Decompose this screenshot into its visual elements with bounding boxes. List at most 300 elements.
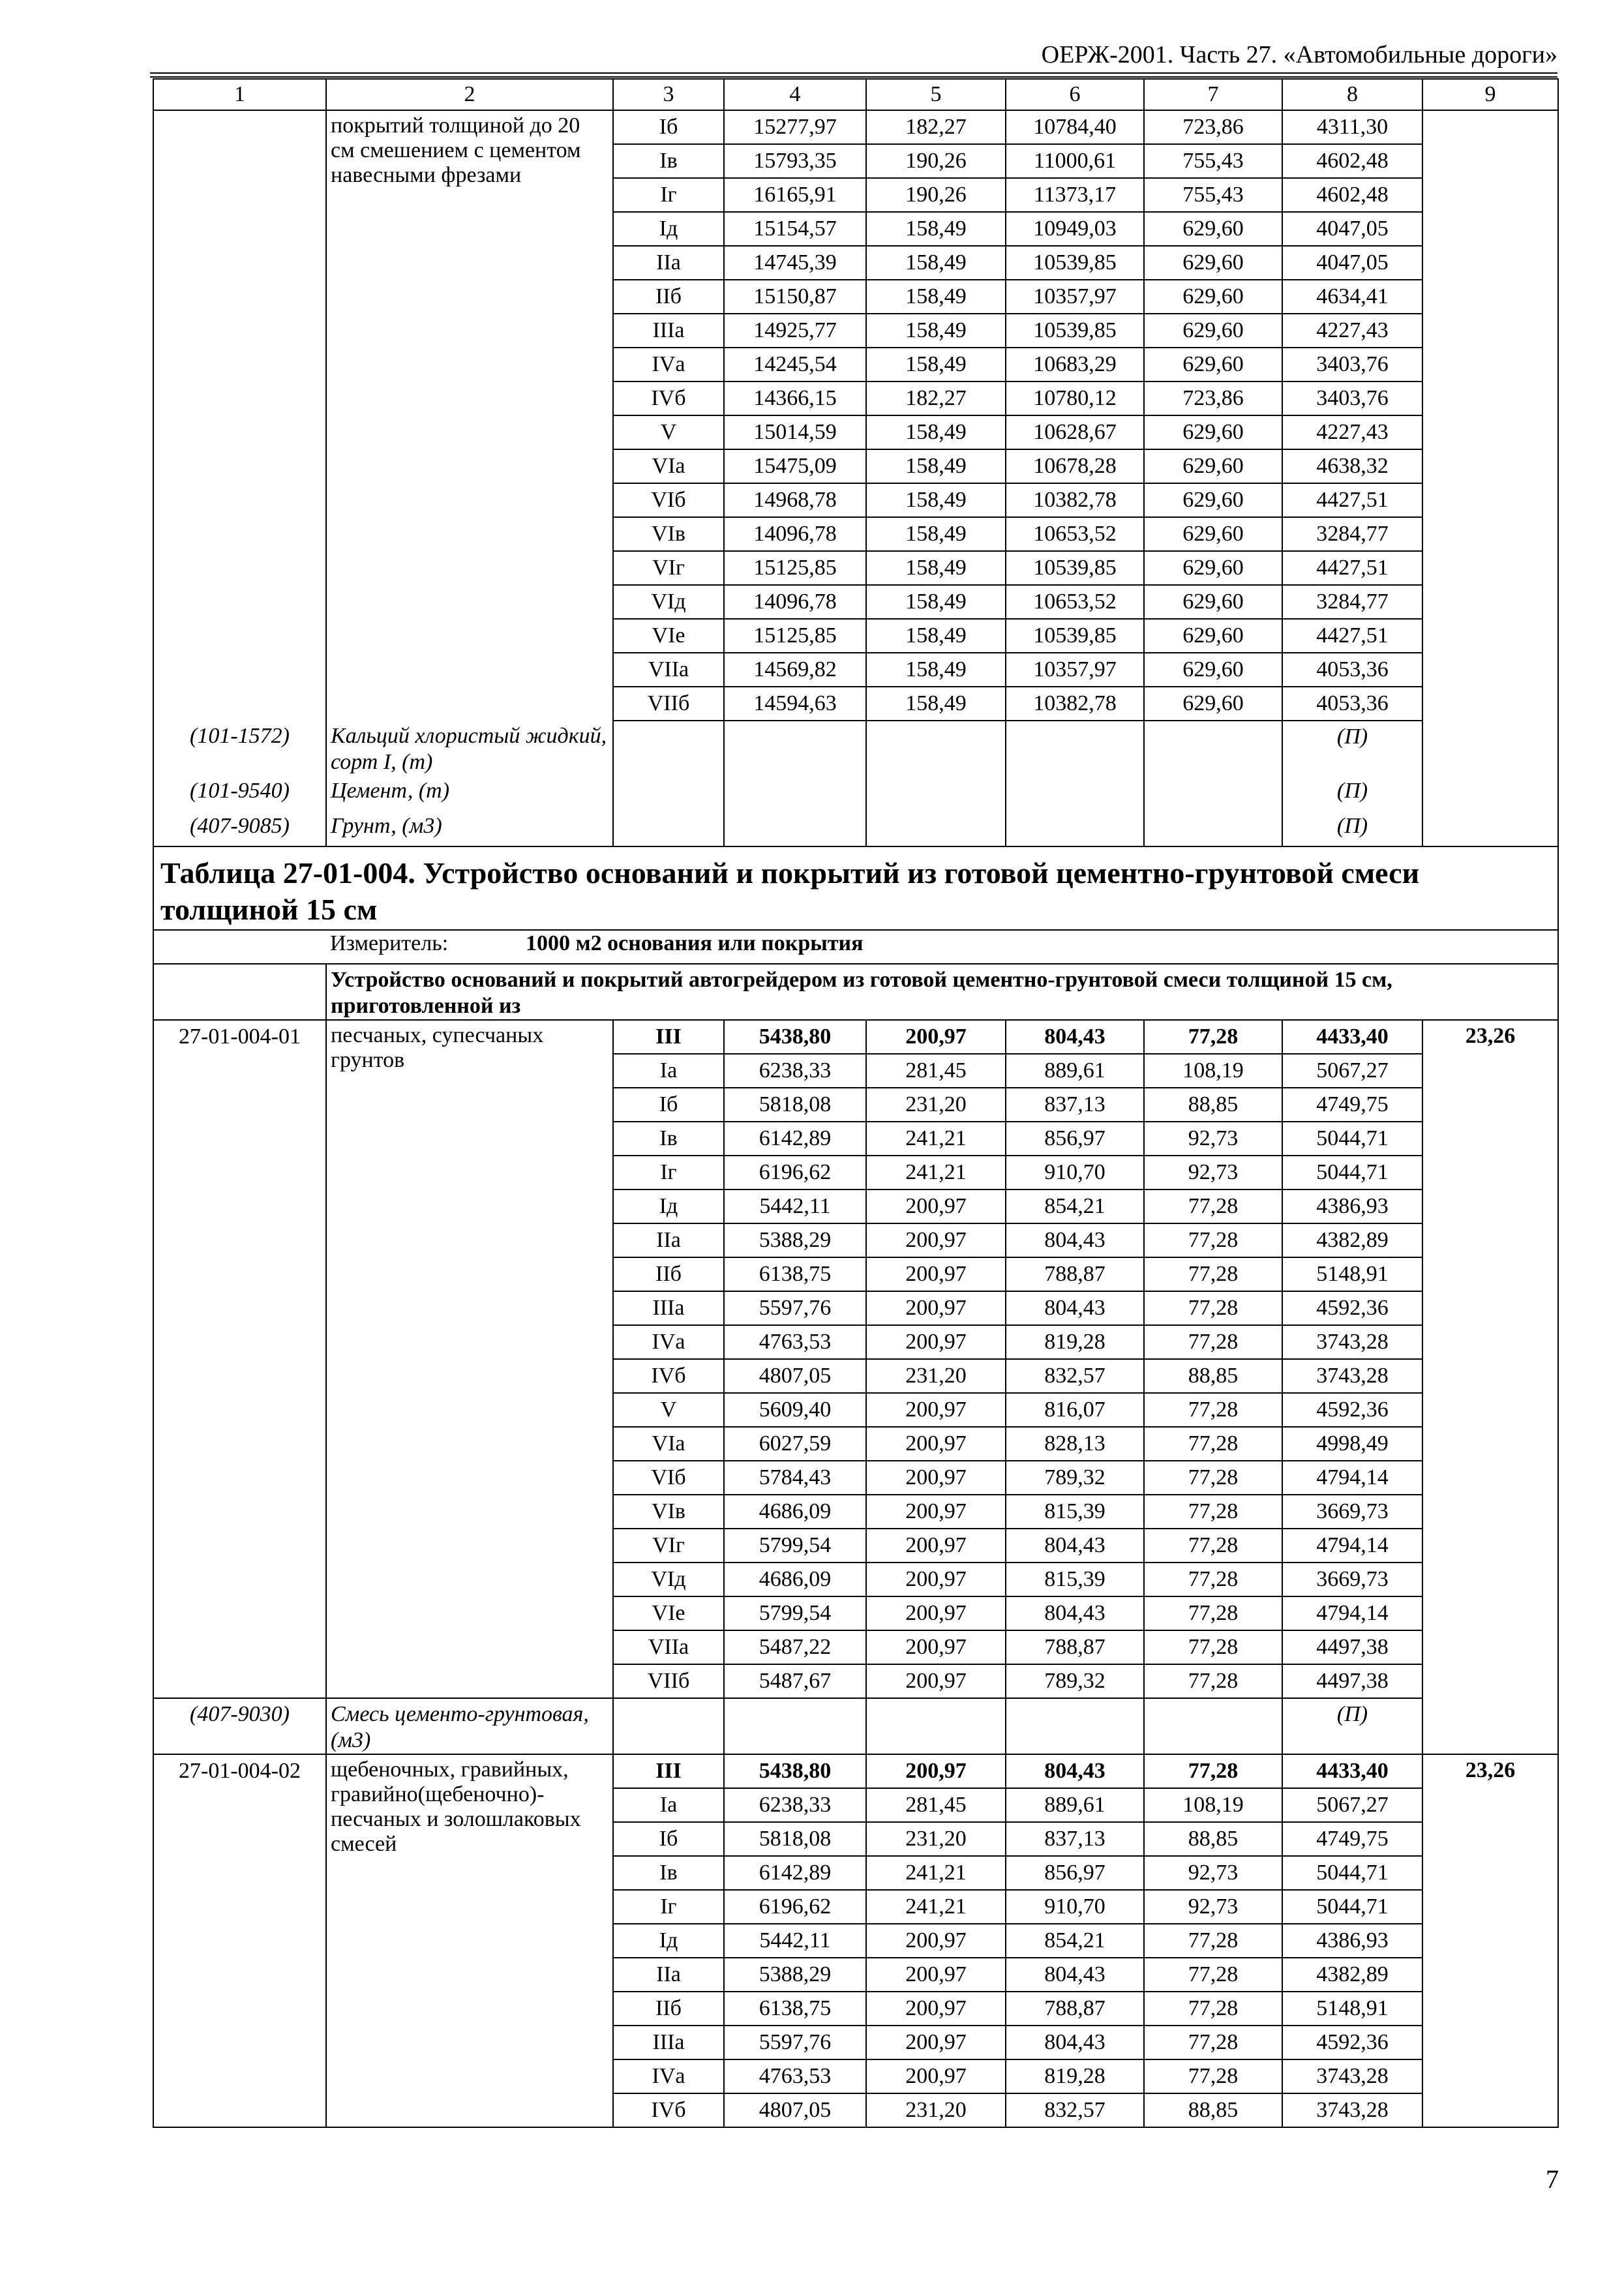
total-cost-cell: 5597,76 [724, 1291, 866, 1325]
wages-cell: 200,97 [866, 1393, 1006, 1427]
total-cost-cell: 5388,29 [724, 1223, 866, 1257]
column-number: 8 [1282, 79, 1422, 110]
machinist-wages-cell: 755,43 [1144, 178, 1282, 212]
materials-cost-cell: 4592,36 [1282, 1393, 1422, 1427]
total-cost-cell: 14968,78 [724, 483, 866, 517]
machinist-wages-cell: 629,60 [1144, 449, 1282, 483]
total-cost-cell: 15475,09 [724, 449, 866, 483]
labor-cell: 23,26 [1422, 1020, 1558, 1754]
machine-operation-cell: 856,97 [1006, 1122, 1144, 1156]
region-code-cell: IIб [613, 280, 724, 314]
header-rule [150, 72, 1557, 74]
column-number: 7 [1144, 79, 1282, 110]
material-code: (101-1572) [153, 721, 326, 775]
wages-cell: 200,97 [866, 1189, 1006, 1223]
empty-cell [724, 811, 866, 846]
wages-cell: 158,49 [866, 314, 1006, 348]
machinist-wages-cell: 77,28 [1144, 1596, 1282, 1630]
wages-cell: 190,26 [866, 144, 1006, 178]
empty-cell [1006, 775, 1144, 811]
materials-cost-cell: 3403,76 [1282, 348, 1422, 382]
materials-cost-cell: 5067,27 [1282, 1788, 1422, 1822]
empty-cell [613, 811, 724, 846]
materials-cost-cell: 4602,48 [1282, 178, 1422, 212]
machine-operation-cell: 910,70 [1006, 1890, 1144, 1924]
total-cost-cell: 14096,78 [724, 585, 866, 619]
column-number: 1 [153, 79, 326, 110]
wages-cell: 241,21 [866, 1122, 1006, 1156]
wages-cell: 158,49 [866, 619, 1006, 653]
machinist-wages-cell: 77,28 [1144, 1664, 1282, 1698]
machine-operation-cell: 804,43 [1006, 1020, 1144, 1054]
wages-cell: 200,97 [866, 1664, 1006, 1698]
machine-operation-cell: 804,43 [1006, 1754, 1144, 1788]
wages-cell: 231,20 [866, 2093, 1006, 2127]
materials-cost-cell: 5067,27 [1282, 1054, 1422, 1088]
wages-cell: 200,97 [866, 2059, 1006, 2093]
total-cost-cell: 4807,05 [724, 1359, 866, 1393]
empty-cell [1144, 811, 1282, 846]
code-cell [153, 110, 326, 721]
material-row [153, 811, 1558, 846]
total-cost-cell: 5442,11 [724, 1924, 866, 1958]
machine-operation-cell: 10382,78 [1006, 483, 1144, 517]
wages-cell: 182,27 [866, 110, 1006, 144]
material-code: (407-9030) [153, 1698, 326, 1754]
wages-cell: 190,26 [866, 178, 1006, 212]
machinist-wages-cell: 629,60 [1144, 483, 1282, 517]
machinist-wages-cell: 629,60 [1144, 348, 1282, 382]
total-cost-cell: 15125,85 [724, 619, 866, 653]
region-code-cell: Iг [613, 1890, 724, 1924]
material-name: Грунт, (м3) [326, 811, 613, 846]
machine-operation-cell: 10357,97 [1006, 653, 1144, 687]
materials-cost-cell: 4427,51 [1282, 551, 1422, 585]
total-cost-cell: 15793,35 [724, 144, 866, 178]
total-cost-cell: 5784,43 [724, 1461, 866, 1495]
materials-cost-cell: 4047,05 [1282, 212, 1422, 246]
column-number: 4 [724, 79, 866, 110]
empty-cell [724, 1698, 866, 1754]
wages-cell: 241,21 [866, 1856, 1006, 1890]
machinist-wages-cell: 92,73 [1144, 1856, 1282, 1890]
machinist-wages-cell: 108,19 [1144, 1788, 1282, 1822]
wages-cell: 200,97 [866, 2026, 1006, 2059]
wages-cell: 200,97 [866, 1223, 1006, 1257]
region-code-cell: V [613, 1393, 724, 1427]
region-code-cell: Iд [613, 212, 724, 246]
machine-operation-cell: 788,87 [1006, 1257, 1144, 1291]
machinist-wages-cell: 629,60 [1144, 687, 1282, 721]
empty-cell [866, 775, 1006, 811]
empty-cell [1006, 811, 1144, 846]
materials-cost-cell: 4311,30 [1282, 110, 1422, 144]
region-code-cell: Iв [613, 144, 724, 178]
materials-cost-cell: 5148,91 [1282, 1257, 1422, 1291]
empty-cell [1006, 1698, 1144, 1754]
wages-cell: 241,21 [866, 1156, 1006, 1189]
machine-operation-cell: 819,28 [1006, 2059, 1144, 2093]
machinist-wages-cell: 77,28 [1144, 1020, 1282, 1054]
wages-cell: 281,45 [866, 1788, 1006, 1822]
unit-spacer [153, 930, 326, 964]
materials-cost-cell: 4047,05 [1282, 246, 1422, 280]
material-code: (407-9085) [153, 811, 326, 846]
materials-cost-cell: 4998,49 [1282, 1427, 1422, 1461]
materials-cost-cell: 4053,36 [1282, 653, 1422, 687]
total-cost-cell: 14594,63 [724, 687, 866, 721]
rate-code: 27-01-004-01 [153, 1020, 326, 1698]
machinist-wages-cell: 77,28 [1144, 1924, 1282, 1958]
machinist-wages-cell: 92,73 [1144, 1122, 1282, 1156]
machinist-wages-cell: 77,28 [1144, 1992, 1282, 2026]
total-cost-cell: 6138,75 [724, 1257, 866, 1291]
total-cost-cell: 15150,87 [724, 280, 866, 314]
total-cost-cell: 5818,08 [724, 1822, 866, 1856]
materials-cost-cell: 3669,73 [1282, 1563, 1422, 1596]
materials-cost-cell: 4794,14 [1282, 1596, 1422, 1630]
machine-operation-cell: 816,07 [1006, 1393, 1144, 1427]
region-code-cell: IIа [613, 246, 724, 280]
wages-cell: 231,20 [866, 1822, 1006, 1856]
materials-cost-cell: 4427,51 [1282, 619, 1422, 653]
machinist-wages-cell: 77,28 [1144, 2026, 1282, 2059]
region-code-cell: V [613, 415, 724, 449]
machine-operation-cell: 10683,29 [1006, 348, 1144, 382]
table-title-row [153, 846, 1558, 930]
machinist-wages-cell: 77,28 [1144, 1189, 1282, 1223]
machine-operation-cell: 889,61 [1006, 1788, 1144, 1822]
machine-operation-cell: 10382,78 [1006, 687, 1144, 721]
total-cost-cell: 6142,89 [724, 1856, 866, 1890]
material-note: (П) [1282, 811, 1422, 846]
region-code-cell: VIIа [613, 653, 724, 687]
region-code-cell: III [613, 1754, 724, 1788]
total-cost-cell: 5818,08 [724, 1088, 866, 1122]
total-cost-cell: 6196,62 [724, 1156, 866, 1189]
wages-cell: 200,97 [866, 1563, 1006, 1596]
total-cost-cell: 5487,22 [724, 1630, 866, 1664]
labor-cell: 23,26 [1422, 1754, 1558, 2127]
total-cost-cell: 14569,82 [724, 653, 866, 687]
total-cost-cell: 5388,29 [724, 1958, 866, 1992]
running-header: ОЕРЖ-2001. Часть 27. «Автомобильные дороги» [1041, 41, 1557, 68]
column-number: 2 [326, 79, 613, 110]
region-code-cell: IIа [613, 1958, 724, 1992]
material-row [153, 1698, 1558, 1754]
total-cost-cell: 5487,67 [724, 1664, 866, 1698]
wages-cell: 231,20 [866, 1359, 1006, 1393]
wages-cell: 158,49 [866, 246, 1006, 280]
unit-label: Измеритель: [330, 931, 449, 955]
empty-cell [724, 775, 866, 811]
machine-operation-cell: 10628,67 [1006, 415, 1144, 449]
region-code-cell: IIа [613, 1223, 724, 1257]
machine-operation-cell: 832,57 [1006, 1359, 1144, 1393]
machine-operation-cell: 804,43 [1006, 1958, 1144, 1992]
region-code-cell: VIв [613, 1495, 724, 1529]
total-cost-cell: 15154,57 [724, 212, 866, 246]
machine-operation-cell: 856,97 [1006, 1856, 1144, 1890]
materials-cost-cell: 5044,71 [1282, 1890, 1422, 1924]
wages-cell: 158,49 [866, 653, 1006, 687]
wages-cell: 200,97 [866, 1257, 1006, 1291]
region-code-cell: IVа [613, 1325, 724, 1359]
machinist-wages-cell: 629,60 [1144, 212, 1282, 246]
machinist-wages-cell: 77,28 [1144, 1461, 1282, 1495]
machinist-wages-cell: 88,85 [1144, 1088, 1282, 1122]
materials-cost-cell: 4497,38 [1282, 1664, 1422, 1698]
materials-cost-cell: 4433,40 [1282, 1020, 1422, 1054]
machine-operation-cell: 10539,85 [1006, 246, 1144, 280]
column-number: 5 [866, 79, 1006, 110]
empty-cell [866, 1698, 1006, 1754]
wages-cell: 200,97 [866, 1596, 1006, 1630]
wages-cell: 158,49 [866, 687, 1006, 721]
machine-operation-cell: 804,43 [1006, 1291, 1144, 1325]
total-cost-cell: 14245,54 [724, 348, 866, 382]
machinist-wages-cell: 92,73 [1144, 1156, 1282, 1189]
region-code-cell: Iб [613, 110, 724, 144]
machinist-wages-cell: 629,60 [1144, 619, 1282, 653]
empty-cell [613, 1698, 724, 1754]
table-title: Таблица 27-01-004. Устройство оснований и покрытий из готовой цементно-грунтовой смеси толщиной 15 см [153, 846, 1558, 930]
total-cost-cell: 14745,39 [724, 246, 866, 280]
machinist-wages-cell: 77,28 [1144, 1529, 1282, 1563]
material-name: Цемент, (т) [326, 775, 613, 811]
total-cost-cell: 5609,40 [724, 1393, 866, 1427]
region-code-cell: IVб [613, 2093, 724, 2127]
machine-operation-cell: 837,13 [1006, 1822, 1144, 1856]
section-heading-row [153, 964, 1558, 1020]
total-cost-cell: 6196,62 [724, 1890, 866, 1924]
unit-value: 1000 м2 основания или покрытия [526, 931, 864, 955]
machinist-wages-cell: 77,28 [1144, 1563, 1282, 1596]
region-code-cell: Iв [613, 1122, 724, 1156]
wages-cell: 200,97 [866, 1020, 1006, 1054]
total-cost-cell: 5438,80 [724, 1754, 866, 1788]
materials-cost-cell: 4427,51 [1282, 483, 1422, 517]
empty-cell [613, 775, 724, 811]
machine-operation-cell: 788,87 [1006, 1992, 1144, 2026]
wages-cell: 200,97 [866, 1529, 1006, 1563]
total-cost-cell: 5597,76 [724, 2026, 866, 2059]
region-code-cell: VIIа [613, 1630, 724, 1664]
column-number: 6 [1006, 79, 1144, 110]
materials-cost-cell: 4602,48 [1282, 144, 1422, 178]
materials-cost-cell: 4638,32 [1282, 449, 1422, 483]
material-code: (101-9540) [153, 775, 326, 811]
total-cost-cell: 6027,59 [724, 1427, 866, 1461]
machine-operation-cell: 11373,17 [1006, 178, 1144, 212]
region-code-cell: Iв [613, 1856, 724, 1890]
wages-cell: 281,45 [866, 1054, 1006, 1088]
wages-cell: 200,97 [866, 1992, 1006, 2026]
materials-cost-cell: 4592,36 [1282, 2026, 1422, 2059]
work-description: покрытий толщиной до 20 см смешением с цементом навесными фрезами [326, 110, 613, 721]
page-number: 7 [1546, 2164, 1559, 2194]
total-cost-cell: 6142,89 [724, 1122, 866, 1156]
region-code-cell: VIа [613, 1427, 724, 1461]
materials-cost-cell: 4053,36 [1282, 687, 1422, 721]
machine-operation-cell: 910,70 [1006, 1156, 1144, 1189]
machinist-wages-cell: 88,85 [1144, 1359, 1282, 1393]
empty-cell [724, 721, 866, 775]
machine-operation-cell: 10653,52 [1006, 585, 1144, 619]
machinist-wages-cell: 77,28 [1144, 1257, 1282, 1291]
materials-cost-cell: 5148,91 [1282, 1992, 1422, 2026]
machinist-wages-cell: 629,60 [1144, 415, 1282, 449]
total-cost-cell: 14096,78 [724, 517, 866, 551]
unit-cell [326, 930, 1558, 964]
table-row [153, 110, 1558, 144]
materials-cost-cell: 5044,71 [1282, 1156, 1422, 1189]
materials-cost-cell: 5044,71 [1282, 1856, 1422, 1890]
machinist-wages-cell: 755,43 [1144, 144, 1282, 178]
machine-operation-cell: 10780,12 [1006, 382, 1144, 415]
machine-operation-cell: 789,32 [1006, 1461, 1144, 1495]
machine-operation-cell: 10357,97 [1006, 280, 1144, 314]
region-code-cell: IVб [613, 382, 724, 415]
empty-cell [866, 811, 1006, 846]
wages-cell: 241,21 [866, 1890, 1006, 1924]
region-code-cell: VIб [613, 483, 724, 517]
region-code-cell: VIв [613, 517, 724, 551]
machinist-wages-cell: 629,60 [1144, 551, 1282, 585]
wages-cell: 158,49 [866, 212, 1006, 246]
region-code-cell: Iб [613, 1088, 724, 1122]
materials-cost-cell: 4433,40 [1282, 1754, 1422, 1788]
wages-cell: 158,49 [866, 551, 1006, 585]
material-row [153, 775, 1558, 811]
region-code-cell: VIа [613, 449, 724, 483]
region-code-cell: VIг [613, 551, 724, 585]
wages-cell: 158,49 [866, 280, 1006, 314]
column-number: 9 [1422, 79, 1558, 110]
empty-cell [1144, 775, 1282, 811]
machinist-wages-cell: 77,28 [1144, 2059, 1282, 2093]
machinist-wages-cell: 88,85 [1144, 1822, 1282, 1856]
machine-operation-cell: 10539,85 [1006, 314, 1144, 348]
material-name: Смесь цементо-грунтовая, (м3) [326, 1698, 613, 1754]
empty-cell [613, 721, 724, 775]
machinist-wages-cell: 77,28 [1144, 1495, 1282, 1529]
materials-cost-cell: 4634,41 [1282, 280, 1422, 314]
machinist-wages-cell: 92,73 [1144, 1890, 1282, 1924]
material-name: Кальций хлористый жидкий, сорт I, (т) [326, 721, 613, 775]
wages-cell: 158,49 [866, 517, 1006, 551]
machine-operation-cell: 10949,03 [1006, 212, 1144, 246]
empty-cell [1006, 721, 1144, 775]
wages-cell: 200,97 [866, 1427, 1006, 1461]
machinist-wages-cell: 629,60 [1144, 585, 1282, 619]
work-description: песчаных, супесчаных грунтов [326, 1020, 613, 1698]
wages-cell: 200,97 [866, 1924, 1006, 1958]
machinist-wages-cell: 77,28 [1144, 1393, 1282, 1427]
machine-operation-cell: 828,13 [1006, 1427, 1144, 1461]
total-cost-cell: 6238,33 [724, 1788, 866, 1822]
total-cost-cell: 5442,11 [724, 1189, 866, 1223]
table-body [153, 79, 1558, 2127]
machinist-wages-cell: 77,28 [1144, 1427, 1282, 1461]
wages-cell: 200,97 [866, 1461, 1006, 1495]
machine-operation-cell: 804,43 [1006, 1223, 1144, 1257]
total-cost-cell: 15277,97 [724, 110, 866, 144]
empty-cell [1144, 1698, 1282, 1754]
empty-cell [866, 721, 1006, 775]
machinist-wages-cell: 77,28 [1144, 1958, 1282, 1992]
machine-operation-cell: 889,61 [1006, 1054, 1144, 1088]
total-cost-cell: 4807,05 [724, 2093, 866, 2127]
machinist-wages-cell: 723,86 [1144, 382, 1282, 415]
material-row [153, 721, 1558, 775]
region-code-cell: IIIа [613, 2026, 724, 2059]
region-code-cell: Iб [613, 1822, 724, 1856]
wages-cell: 158,49 [866, 348, 1006, 382]
column-number: 3 [613, 79, 724, 110]
machine-operation-cell: 804,43 [1006, 1529, 1144, 1563]
materials-cost-cell: 4497,38 [1282, 1630, 1422, 1664]
wages-cell: 158,49 [866, 483, 1006, 517]
machinist-wages-cell: 77,28 [1144, 1325, 1282, 1359]
total-cost-cell: 6138,75 [724, 1992, 866, 2026]
region-code-cell: IIб [613, 1257, 724, 1291]
materials-cost-cell: 4386,93 [1282, 1924, 1422, 1958]
materials-cost-cell: 3669,73 [1282, 1495, 1422, 1529]
region-code-cell: IIIа [613, 1291, 724, 1325]
machine-operation-cell: 837,13 [1006, 1088, 1144, 1122]
machine-operation-cell: 10678,28 [1006, 449, 1144, 483]
machinist-wages-cell: 77,28 [1144, 1754, 1282, 1788]
materials-cost-cell: 4749,75 [1282, 1088, 1422, 1122]
machinist-wages-cell: 88,85 [1144, 2093, 1282, 2127]
machinist-wages-cell: 723,86 [1144, 110, 1282, 144]
region-code-cell: VIд [613, 585, 724, 619]
machine-operation-cell: 10539,85 [1006, 551, 1144, 585]
region-code-cell: Iг [613, 1156, 724, 1189]
machine-operation-cell: 819,28 [1006, 1325, 1144, 1359]
materials-cost-cell: 4227,43 [1282, 314, 1422, 348]
header-rule [150, 76, 1557, 78]
machine-operation-cell: 11000,61 [1006, 144, 1144, 178]
wages-cell: 200,97 [866, 1495, 1006, 1529]
region-code-cell: IIIа [613, 314, 724, 348]
machinist-wages-cell: 77,28 [1144, 1223, 1282, 1257]
materials-cost-cell: 3284,77 [1282, 517, 1422, 551]
rates-table [153, 78, 1559, 2128]
material-note: (П) [1282, 721, 1422, 775]
machinist-wages-cell: 629,60 [1144, 517, 1282, 551]
table-row [153, 1754, 1558, 1788]
materials-cost-cell: 4386,93 [1282, 1189, 1422, 1223]
region-code-cell: VIIб [613, 687, 724, 721]
wages-cell: 158,49 [866, 449, 1006, 483]
machine-operation-cell: 854,21 [1006, 1924, 1144, 1958]
total-cost-cell: 5799,54 [724, 1596, 866, 1630]
heading-spacer [153, 964, 326, 1020]
wages-cell: 200,97 [866, 1958, 1006, 1992]
machine-operation-cell: 10653,52 [1006, 517, 1144, 551]
region-code-cell: VIIб [613, 1664, 724, 1698]
wages-cell: 200,97 [866, 1630, 1006, 1664]
region-code-cell: VIе [613, 619, 724, 653]
total-cost-cell: 4763,53 [724, 2059, 866, 2093]
region-code-cell: Iа [613, 1788, 724, 1822]
materials-cost-cell: 3743,28 [1282, 1325, 1422, 1359]
region-code-cell: IVа [613, 2059, 724, 2093]
total-cost-cell: 5438,80 [724, 1020, 866, 1054]
machinist-wages-cell: 629,60 [1144, 280, 1282, 314]
